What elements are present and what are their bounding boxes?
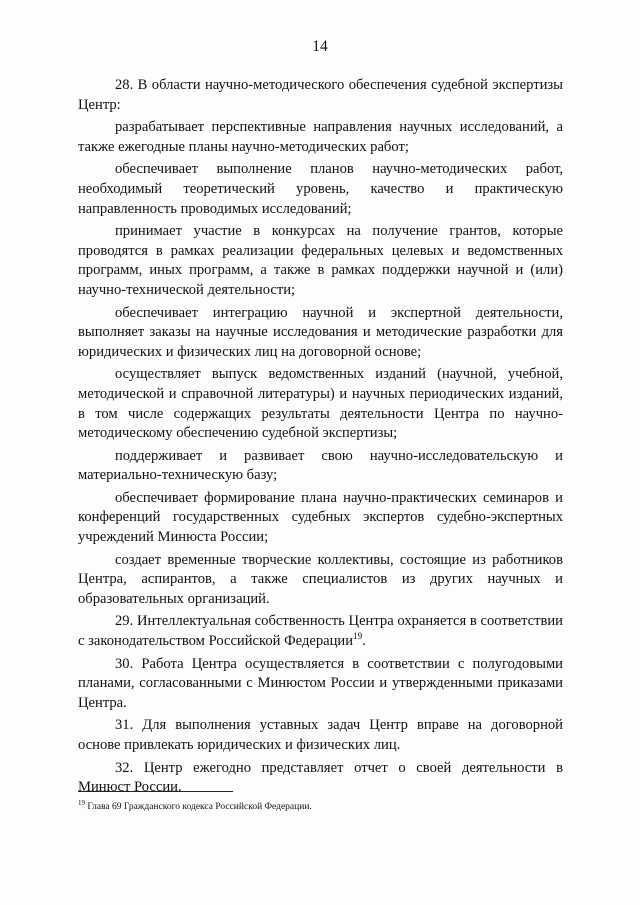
paragraph-28-item: создает временные творческие коллективы, состоящие из работников Центра, аспирантов, а также специалистов из других научных и образовательных организаций.: [78, 551, 563, 607]
paragraph-28-item: разрабатывает перспективные направления научных исследований, а также ежегодные планы научно-методических работ;: [78, 119, 563, 155]
paragraph-30: 30. Работа Центра осуществляется в соответствии с полугодовыми планами, согласованными с Минюстом России и утвержденными приказами Центра.: [78, 655, 563, 711]
footnote-text: Глава 69 Гражданского кодекса Российской Федерации.: [85, 802, 312, 813]
footnote-separator: [78, 791, 233, 792]
paragraph-29: [78, 612, 563, 651]
paragraph-28-intro: 28. В области научно-методического обеспечения судебной экспертизы Центр:: [78, 77, 563, 113]
paragraph-29-text: 29. Интеллектуальная собственность Центра охраняется в соответствии с законодательством Российской Федерации: [78, 613, 563, 650]
paragraph-28-item: поддерживает и развивает свою научно-исследовательскую и материально-техническую базу;: [78, 447, 563, 484]
paragraph-28-item: осуществляет выпуск ведомственных изданий (научной, учебной, методической и справочной литературы) и научных периодических изданий, в том числе содержащих результаты деятельности Центра по научно-методическому обеспечению судебной экспертизы;: [78, 366, 563, 442]
paragraph-29-end: .: [362, 633, 366, 650]
footnote-reference: 19: [353, 631, 363, 642]
paragraph-28-item: принимает участие в конкурсах на получение грантов, которые проводятся в рамках реализации федеральных целевых и ведомственных программ, иных программ, а также в рамках поддержки научной и (или) научно-технической деятельности;: [78, 223, 563, 298]
paragraph-31: 31. Для выполнения уставных задач Центр вправе на договорной основе привлекать юридических и физических лиц.: [78, 717, 563, 753]
footnote-marker: 19: [78, 799, 85, 807]
paragraph-28-item: обеспечивает выполнение планов научно-методических работ, необходимый теоретический уровень, качество и практическую направленность проводимых исследований;: [78, 161, 563, 217]
footnote: [78, 797, 563, 813]
page-number: 14: [312, 38, 328, 55]
document-body: [78, 76, 563, 801]
paragraph-28-item: обеспечивает формирование плана научно-практических семинаров и конференций государственных судебных экспертов судебно-экспертных учреждений Минюста России;: [78, 489, 563, 546]
paragraph-32: 32. Центр ежегодно представляет отчет о своей деятельности в Минюст России.: [78, 759, 563, 796]
paragraph-28-item: обеспечивает интеграцию научной и экспертной деятельности, выполняет заказы на научные исследования и методические разработки для юридических и физических лиц на договорной основе;: [78, 304, 563, 360]
